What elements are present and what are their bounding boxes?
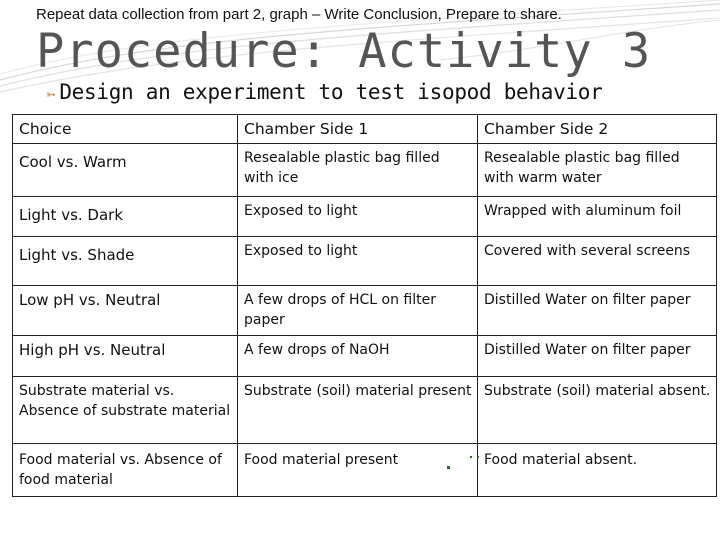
choice-cell: Light vs. Shade [13,237,238,286]
side-2-cell: Resealable plastic bag filled with warm water [478,144,717,197]
choice-cell: Cool vs. Warm [13,144,238,197]
table-row [13,237,717,286]
table-row [13,197,717,237]
table-row [13,286,717,336]
table-header-row [13,115,717,144]
choice-cell: Light vs. Dark [13,197,238,237]
header-choice: Choice [13,115,238,144]
header-chamber-side-2: Chamber Side 2 [478,115,717,144]
side-1-cell: Exposed to light [238,237,478,286]
top-instruction-note: Repeat data collection from part 2, graph – Write Conclusion, Prepare to share. [36,6,562,23]
side-1-cell: Food material present [238,444,478,497]
page-title: Procedure: Activity 3 [36,24,652,79]
choice-cell: High pH vs. Neutral [13,336,238,377]
choice-cell: Food material vs. Absence of food material [13,444,238,497]
table-row [13,336,717,377]
side-2-cell: Distilled Water on filter paper [478,336,717,377]
side-1-cell: Resealable plastic bag filled with ice [238,144,478,197]
side-1-cell: A few drops of NaOH [238,336,478,377]
bullet-item [46,80,602,104]
side-2-cell: Wrapped with aluminum foil [478,197,717,237]
table-row [13,444,717,497]
side-1-cell: Exposed to light [238,197,478,237]
side-2-cell: Covered with several screens [478,237,717,286]
experiment-table [12,114,717,497]
table-row [13,144,717,197]
side-2-cell: Food material absent. [478,444,717,497]
choice-cell: Substrate material vs. Absence of substrate material [13,377,238,444]
stray-mark [470,456,472,458]
arrow-bullet-icon: ➳ [46,84,56,103]
side-1-cell: Substrate (soil) material present [238,377,478,444]
bullet-text: Design an experiment to test isopod behavior [59,80,603,104]
side-2-cell: Distilled Water on filter paper [478,286,717,336]
choice-cell: Low pH vs. Neutral [13,286,238,336]
table-row [13,377,717,444]
side-1-cell: A few drops of HCL on filter paper [238,286,478,336]
stray-mark [477,456,479,458]
header-chamber-side-1: Chamber Side 1 [238,115,478,144]
side-2-cell: Substrate (soil) material absent. [478,377,717,444]
stray-mark [447,466,450,469]
